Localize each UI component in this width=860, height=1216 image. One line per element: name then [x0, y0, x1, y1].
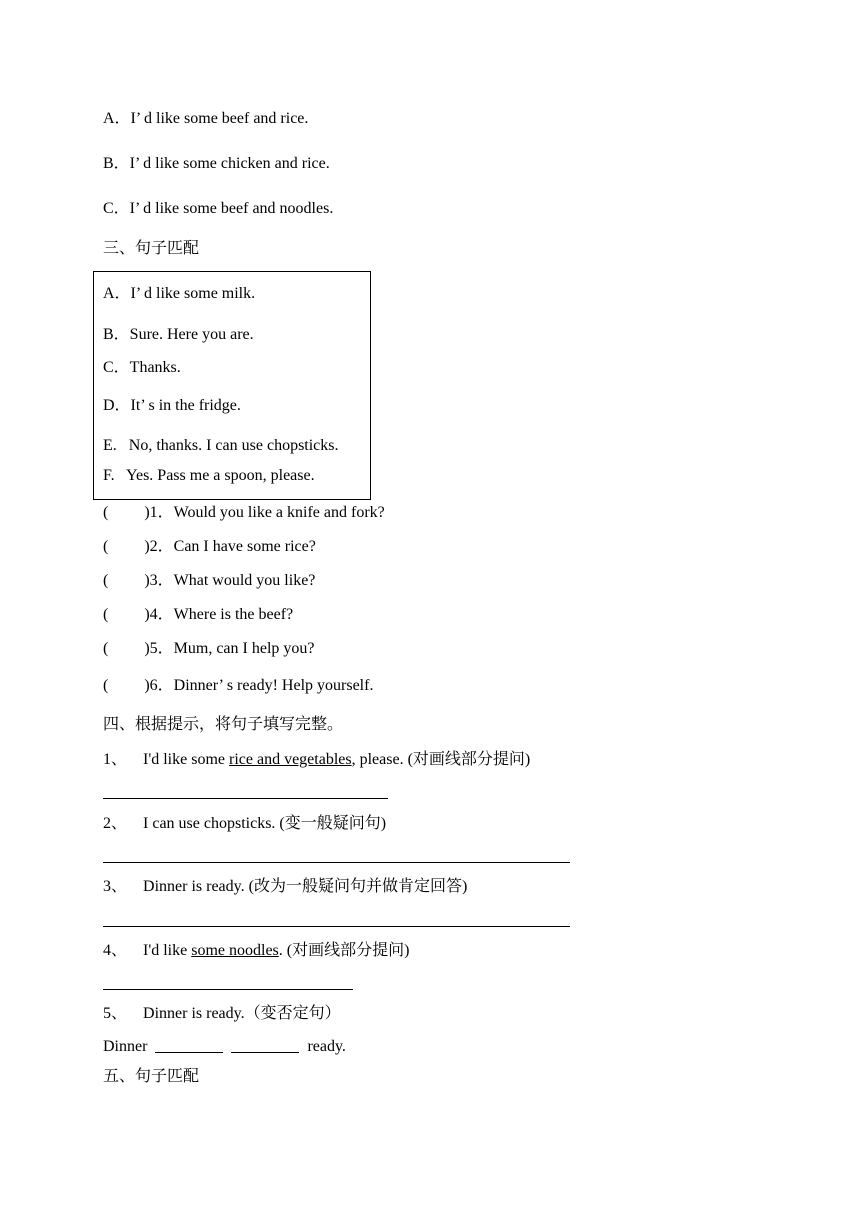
box-option-a: A．I’ d like some milk.: [103, 285, 256, 302]
question-6: ( )6．Dinner’ s ready! Help yourself.: [103, 677, 374, 694]
question-3: ( )3．What would you like?: [103, 572, 316, 589]
box-option-f: F. Yes. Pass me a spoon, please.: [103, 467, 315, 484]
fill-in-blank-sentence: Dinner ready.: [103, 1038, 346, 1055]
rewrite-question-2: 2、 I can use chopsticks. (变一般疑问句): [103, 815, 387, 832]
blank-1: [155, 1052, 223, 1053]
section-3-title: 三、句子匹配: [103, 240, 200, 257]
question-5: ( )5．Mum, can I help you?: [103, 640, 315, 657]
option-b: B．I’ d like some chicken and rice.: [103, 155, 330, 172]
answer-line-2: [103, 862, 570, 863]
question-4: ( )4．Where is the beef?: [103, 606, 294, 623]
underlined-phrase: rice and vegetables: [229, 751, 352, 768]
question-number: 2、: [103, 815, 128, 832]
underlined-phrase: some noodles: [191, 942, 279, 959]
rewrite-question-5: 5、 Dinner is ready.（变否定句）: [103, 1005, 341, 1022]
option-a: A．I’ d like some beef and rice.: [103, 110, 309, 127]
question-number: 3、: [103, 878, 128, 895]
answer-line-1: [103, 798, 388, 799]
rewrite-question-3: 3、 Dinner is ready. (改为一般疑问句并做肯定回答): [103, 878, 468, 895]
section-5-title: 五、句子匹配: [103, 1068, 200, 1085]
question-number: 4、: [103, 942, 128, 959]
section-4-title: 四、根据提示，将句子填写完整。: [103, 716, 344, 733]
blank-2: [231, 1052, 299, 1053]
box-option-c: C．Thanks.: [103, 359, 181, 376]
box-option-d: D．It’ s in the fridge.: [103, 397, 241, 414]
box-option-b: B．Sure. Here you are.: [103, 326, 254, 343]
rewrite-question-4: 4、 I'd like some noodles. (对画线部分提问): [103, 942, 410, 959]
rewrite-question-1: 1、 I'd like some rice and vegetables, please. (对画线部分提问): [103, 751, 531, 768]
question-2: ( )2．Can I have some rice?: [103, 538, 316, 555]
question-number: 1、: [103, 751, 128, 768]
question-number: 5、: [103, 1005, 128, 1022]
answer-line-4: [103, 989, 353, 990]
box-option-e: E. No, thanks. I can use chopsticks.: [103, 437, 339, 454]
option-c: C．I’ d like some beef and noodles.: [103, 200, 334, 217]
answer-line-3: [103, 926, 570, 927]
question-1: ( )1．Would you like a knife and fork?: [103, 504, 385, 521]
